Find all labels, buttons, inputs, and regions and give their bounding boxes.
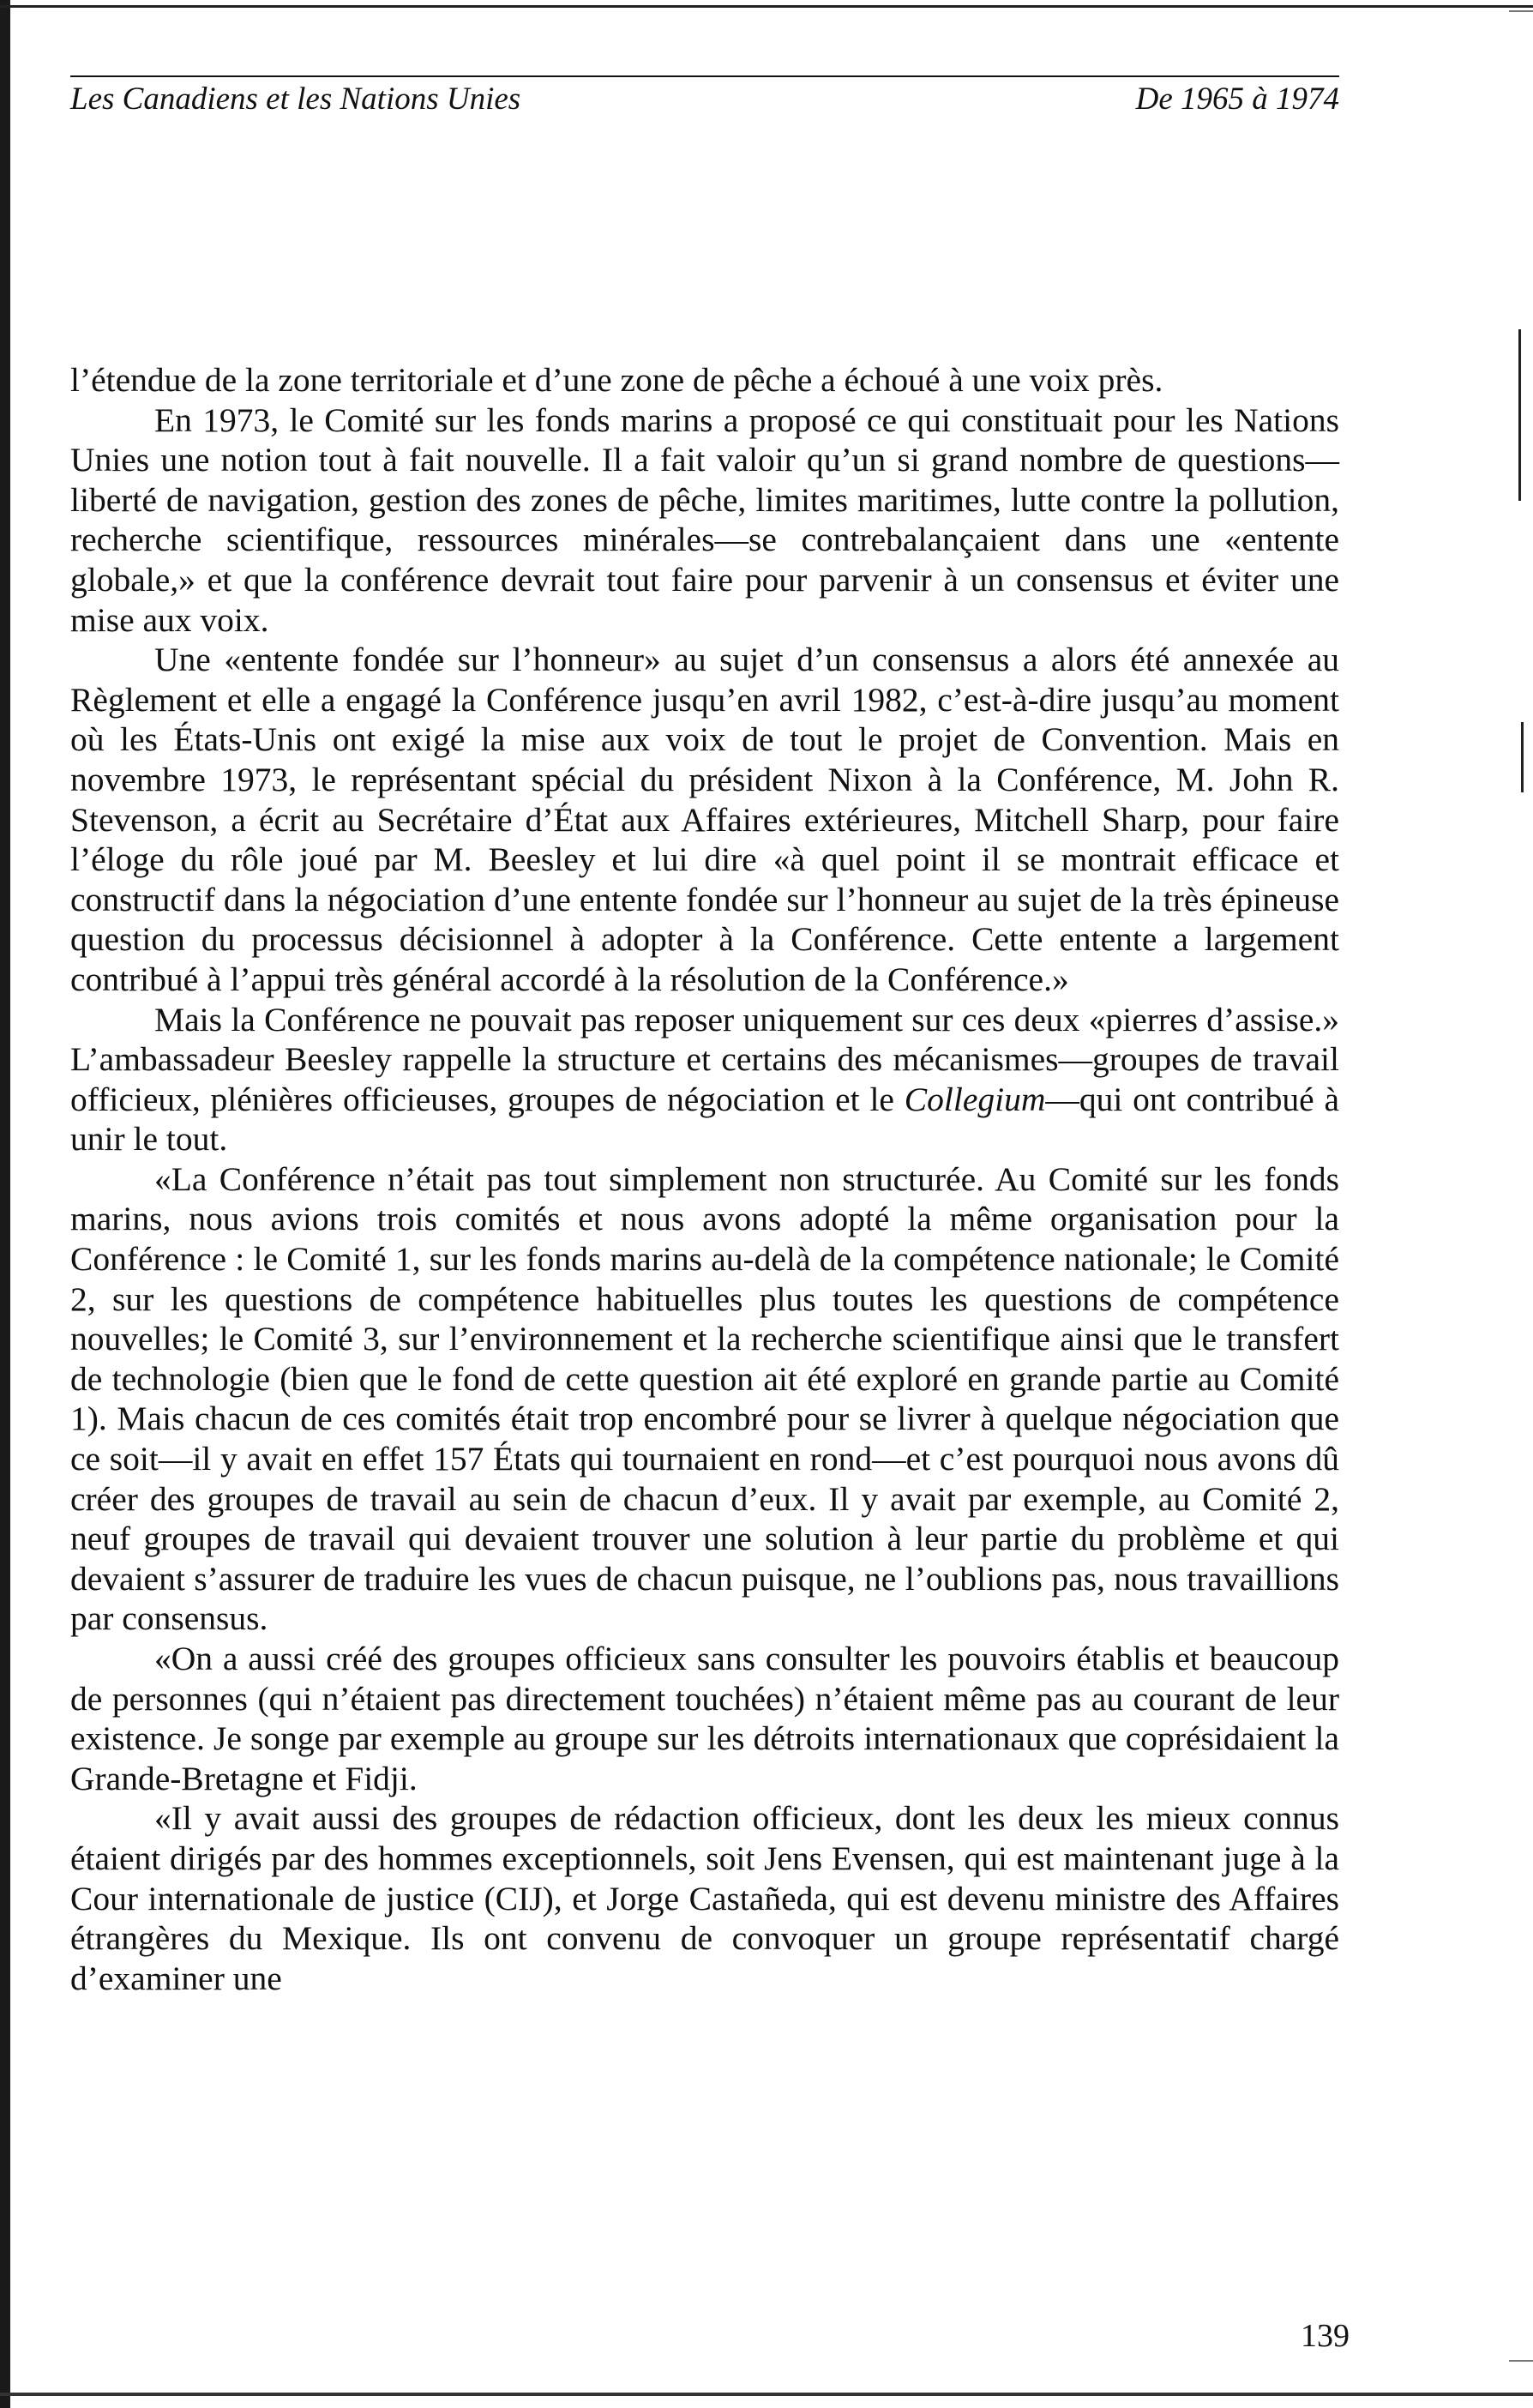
scan-bottom-edge — [0, 2393, 1533, 2396]
running-header-left: Les Canadiens et les Nations Unies — [70, 81, 521, 117]
revision-bar — [1518, 329, 1521, 501]
paragraph: Une «entente fondée sur l’honneur» au sujet d’un consensus a alors été annexée au Règlement et elle a engagé la Conférence jusqu’en avril 1982, c’est-à-dire jusqu’au moment où les États-Unis ont exigé la mise aux voix de tout le projet de Convention. Mais en novembre 1973, le représentant spécial du président Nixon à la Conférence, M. John R. Stevenson, a écrit au Secrétaire d’État aux Affaires extérieures, Mitchell Sharp, pour faire l’éloge du rôle joué par M. Beesley et lui dire «à quel point il se montrait efficace et constructif dans la négociation d’une entente fondée sur l’honneur au sujet de la très épineuse question du processus décisionnel à adopter à la Conférence. Cette entente a largement contribué à l’appui très général accordé à la résolution de la Conférence.» — [70, 641, 1339, 998]
paragraph: «Il y avait aussi des groupes de rédaction officieux, dont les deux les mieux connus étaient dirigés par des hommes exceptionnels, soit Jens Evensen, qui est maintenant juge à la Cour internationale de justice (CIJ), et Jorge Castañeda, qui est devenu ministre des Affaires étrangères du Mexique. Ils ont convenu de convoquer un groupe représentatif chargé d’examiner une — [70, 1799, 1339, 1997]
revision-bar — [1521, 722, 1524, 792]
running-header-right: De 1965 à 1974 — [1135, 81, 1339, 117]
paragraph: «La Conférence n’était pas tout simplement non structurée. Au Comité sur les fonds marins, nous avions trois comités et nous avons adopté la même organisation pour la Conférence : le Comité 1, sur les fonds marins au-delà de la compétence nationale; le Comité 2, sur les questions de compétence habituelles plus toutes les questions de compétence nouvelles; le Comité 3, sur l’environnement et la recherche scientifique ainsi que le transfert de technologie (bien que le fond de cette question ait été exploré en grande partie au Comité 1). Mais chacun de ces comités était trop encombré pour se livrer à quelque négociation que ce soit—il y avait en effet 157 États qui tournaient en rond—et c’est pourquoi nous avons dû créer des groupes de travail au sein de chacun d’eux. Il y avait par exemple, au Comité 2, neuf groupes de travail qui devaient trouver une solution à leur partie du problème et qui devaient s’assurer de traduire les vues de chacun puisque, ne l’oublions pas, nous travaillions par consensus. — [70, 1159, 1339, 1638]
paragraph: Mais la Conférence ne pouvait pas reposer uniquement sur ces deux «pierres d’assise.» L’ambassadeur Beesley rappelle la structure et certains des mécanismes—groupes de travail officieux, plénières officieuses, groupes de négociation et le Collegium—qui ont contribué à unir le tout. — [70, 1000, 1339, 1159]
page-number: 139 — [1301, 2318, 1350, 2354]
scan-left-edge — [0, 0, 10, 2408]
header-rule — [70, 75, 1339, 77]
paragraph: «On a aussi créé des groupes officieux sans consulter les pouvoirs établis et beaucoup de personnes (qui n’étaient pas directement touchées) n’étaient même pas au courant de leur existence. Je songe par exemple au groupe sur les détroits internationaux que coprésidaient la Grande-Bretagne et Fidji. — [70, 1640, 1339, 1797]
scan-top-rule — [0, 5, 1533, 8]
running-header — [70, 81, 1339, 118]
italic-term: Collegium — [904, 1080, 1046, 1118]
paragraph: En 1973, le Comité sur les fonds marins a proposé ce qui constituait pour les Nations Unies une notion tout à fait nouvelle. Il a fait valoir qu’un si grand nombre de questions—liberté de navigation, gestion des zones de pêche, limites maritimes, lutte contre la pollution, recherche scientifique, ressources minérales—se contrebalançaient dans une «entente globale,» et que la conférence devrait tout faire pour parvenir à un consensus et éviter une mise aux voix. — [70, 400, 1339, 639]
scan-edge-mark — [1509, 10, 1533, 12]
paragraph: l’étendue de la zone territoriale et d’une zone de pêche a échoué à une voix près. — [70, 361, 1163, 399]
body-text — [70, 360, 1339, 1998]
scan-edge-mark — [1509, 2360, 1533, 2362]
